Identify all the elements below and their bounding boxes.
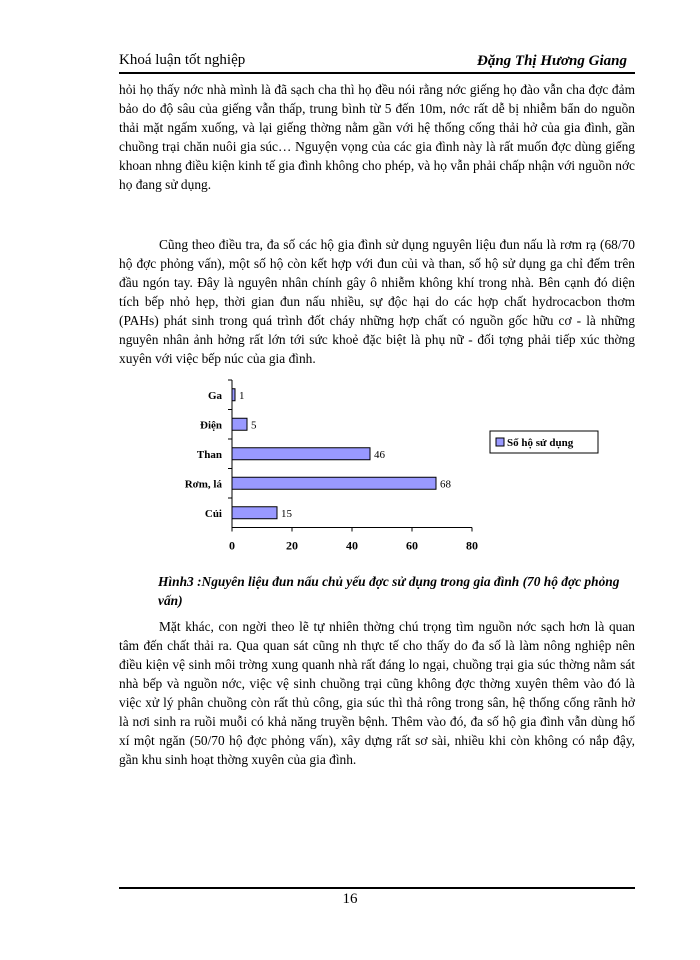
data-label: 46 xyxy=(374,448,385,461)
data-label: 68 xyxy=(440,478,451,491)
page-header xyxy=(119,52,635,74)
category-label: Điện xyxy=(200,419,222,432)
paragraph-1: hỏi họ thấy nớc nhà mình là đã sạch cha thì họ đều nói rằng nớc giếng họ đào vẫn cha đợc đảm bảo do độ sâu của giếng vẫn thấp, trung bình từ 5 đến 10m, nớc rất dễ bị nhiễm bẩn do nguồn thải mặt ngấm xuống, và lại giếng thờng nằm gần với hệ thống cống thải hở của gia đình, gần chuồng trại chăn nuôi gia súc… Nguyện vọng của các gia đình này là rất muốn đợc dùng giếng khoan nhng điều kiện kinh tế gia đình không cho phép, và họ vẫn phải chấp nhận với nguồn nớc họ đang sử dụng. xyxy=(119,82,635,192)
data-label: 15 xyxy=(281,507,292,520)
data-label: 5 xyxy=(251,419,257,432)
legend-swatch xyxy=(496,438,504,446)
bar-2 xyxy=(232,448,370,460)
x-tick-label: 60 xyxy=(406,538,418,553)
chart-canvas xyxy=(150,368,620,558)
footer-divider xyxy=(119,887,635,889)
bar-3 xyxy=(232,477,436,489)
thesis-title: Khoá luận tốt nghiệp xyxy=(119,52,246,68)
category-label: Than xyxy=(196,448,222,461)
fuel-usage-chart xyxy=(150,368,620,558)
x-tick-label: 20 xyxy=(286,538,298,553)
legend-label: Số hộ sử dụng xyxy=(507,437,574,449)
bar-4 xyxy=(232,507,277,519)
x-tick-label: 40 xyxy=(346,538,358,553)
category-label: Củi xyxy=(204,507,222,520)
x-tick-label: 80 xyxy=(466,538,478,553)
header-divider xyxy=(119,72,635,74)
figure-caption: Hình3 :Nguyên liệu đun nấu chủ yếu đợc sử dụng trong gia đình (70 hộ đợc phỏng vấn) xyxy=(158,574,620,608)
bar-1 xyxy=(232,418,247,430)
page-number: 16 xyxy=(342,891,358,907)
category-label: Ga xyxy=(207,389,222,402)
data-label: 1 xyxy=(239,389,245,402)
paragraph-3: Mặt khác, con ngời theo lẽ tự nhiên thờng chú trọng tìm nguồn nớc sạch hơn là quan tâm đến chất thải ra. Qua quan sát cũng nh thực tế cho thấy do đa số là làm nông nghiệp nên điều kiện vệ sinh môi trờng xung quanh nhà rất đáng lo ngại, chuồng trại gia súc thờng nằm sát nhà bếp và nguồn nớc, việc vệ sinh chuồng trại cũng không đợc thờng xuyên thêm vào đó là việc xử lý phân chuồng còn rất thủ công, gia súc thì thả rông trong sân, hệ thống cống rãnh hở là nơi sinh ra ruồi muỗi có khả năng truyền bệnh. Thêm vào đó, đa số hộ gia đình vẫn dùng hố xí một ngăn (50/70 hộ đợc phỏng vấn), xây dựng rất sơ sài, nhiều khi còn không có nắp đậy, gần khu sinh hoạt thờng xuyên của gia đình. xyxy=(119,619,635,767)
author-name: Đặng Thị Hương Giang xyxy=(477,53,627,69)
category-label: Rơm, lá xyxy=(184,478,222,491)
x-tick-label: 0 xyxy=(229,538,235,553)
paragraph-2: Cũng theo điều tra, đa số các hộ gia đình sử dụng nguyên liệu đun nấu là rơm rạ (68/70 hộ đợc phỏng vấn), một số hộ còn kết hợp với đun củi và than, số hộ sử dụng ga chỉ đếm trên đầu ngón tay. Đây là nguyên nhân chính gây ô nhiễm không khí trong nhà. Bên cạnh đó diện tích bếp nhỏ hẹp, thời gian đun nấu nhiều, sự độc hại do các hợp chất hydrocacbon thơm (PAHs) phát sinh trong quá trình đốt cháy những hợp chất có nguồn gốc hữu cơ - là những nguyên nhân ảnh hởng rất lớn tới sức khoẻ đặc biệt là phụ nữ - đối tợng phải tiếp xúc thờng xuyên với việc bếp núc của gia đình. xyxy=(119,237,635,366)
